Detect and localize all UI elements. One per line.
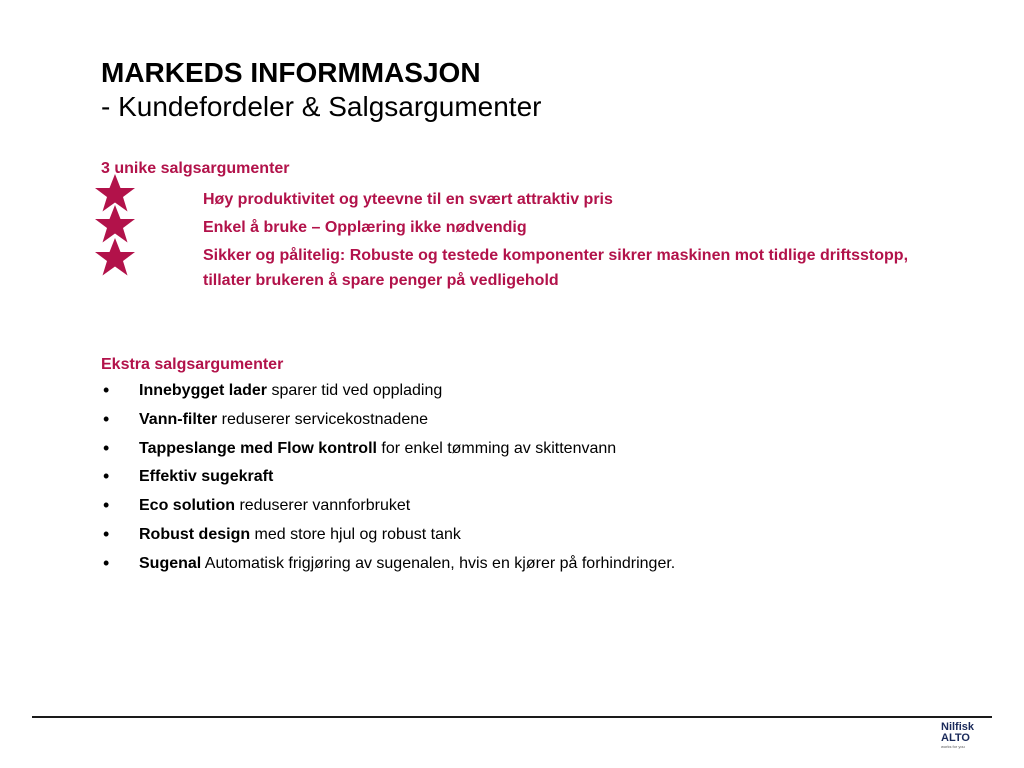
bullet-icon: • xyxy=(103,495,110,516)
list-item-bold: Vann-filter xyxy=(139,410,218,428)
bullet-icon: • xyxy=(103,380,110,400)
slide-title-block xyxy=(101,56,981,124)
list-item-text: reduserer vannforbruket xyxy=(235,497,411,515)
list-item-text: med store hjul og robust tank xyxy=(250,525,461,543)
footer-divider xyxy=(32,716,992,718)
unique-arguments-heading: 3 unike salgsargumenter xyxy=(101,160,290,177)
list-item-bold: Effektiv sugekraft xyxy=(139,468,274,486)
unique-arguments-list xyxy=(203,187,923,296)
slide-subtitle: - Kundefordeler & Salgsargumenter xyxy=(101,91,542,122)
bullet-icon: • xyxy=(103,408,110,429)
extra-arguments-section xyxy=(101,354,981,582)
list-item-bold: Tappeslange med Flow kontroll xyxy=(139,439,377,457)
bullet-icon: • xyxy=(103,523,110,544)
logo-tagline: works for you xyxy=(941,744,965,749)
list-item-bold: Innebygget lader xyxy=(139,382,268,399)
unique-argument-item: Enkel å bruke – Opplæring ikke nødvendig xyxy=(203,219,527,236)
star-icon xyxy=(93,237,137,277)
list-item-text: reduserer servicekostnadene xyxy=(217,410,429,428)
list-item xyxy=(101,380,981,402)
extra-arguments-list xyxy=(101,380,981,575)
nilfisk-alto-logo xyxy=(941,722,991,762)
list-item-bold: Eco solution xyxy=(139,497,235,515)
bullet-icon: • xyxy=(103,466,110,487)
list-item-bold: Sugenal xyxy=(139,554,202,572)
list-item-text: for enkel tømming av skittenvann xyxy=(376,439,617,457)
slide-title: MARKEDS INFORMMASJON xyxy=(101,57,481,88)
extra-arguments-heading: Ekstra salgsargumenter xyxy=(101,356,284,373)
list-item xyxy=(101,524,981,546)
bullet-icon: • xyxy=(103,437,110,458)
list-item-bold: Robust design xyxy=(139,525,251,543)
list-item-text: Automatisk frigjøring av sugenalen, hvis en kjører på forhindringer. xyxy=(201,554,676,572)
logo-text-nilfisk: Nilfisk xyxy=(941,721,975,733)
list-item xyxy=(101,466,981,488)
list-item xyxy=(101,438,981,460)
bullet-icon: • xyxy=(103,552,110,573)
unique-argument-item: Sikker og pålitelig: Robuste og testede komponenter sikrer maskinen mot tidlige driftsstopp, tillater brukeren å spare penger på vedligehold xyxy=(203,247,909,289)
list-item xyxy=(101,495,981,517)
list-item xyxy=(101,409,981,431)
list-item-text: sparer tid ved opplading xyxy=(267,382,443,399)
list-item xyxy=(101,553,981,575)
unique-arguments-section xyxy=(101,158,981,180)
logo-text-alto: ALTO xyxy=(941,732,970,744)
unique-argument-item: Høy produktivitet og yteevne til en svært attraktiv pris xyxy=(203,191,613,208)
